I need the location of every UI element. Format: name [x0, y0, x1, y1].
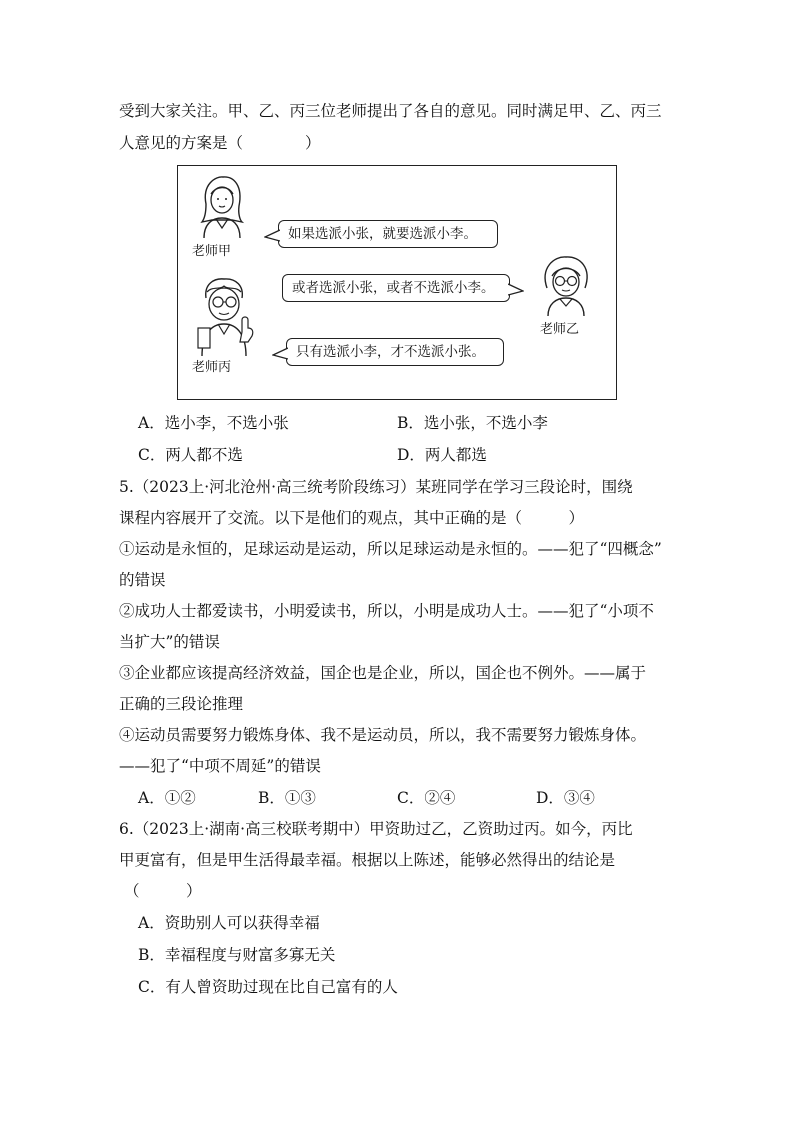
bubble-b-tail [508, 283, 524, 297]
q6-stem-line-2: 甲更富有，但是甲生活得最幸福。根据以上陈述，能够必然得出的结论是 [119, 851, 616, 869]
q6-option-b[interactable]: B．幸福程度与财富多寡无关 [138, 946, 336, 964]
q6-stem-line-1: 6.（2023上·湖南·高三校联考期中）甲资助过乙，乙资助过丙。如今，丙比 [119, 820, 633, 838]
q5-statement-1-line-2: 的错误 [119, 571, 166, 589]
q4-option-c[interactable]: C．两人都不选 [138, 446, 243, 464]
q5-option-a[interactable]: A．①② [138, 789, 196, 807]
bubble-a-tail [264, 229, 280, 243]
q6-stem-line-3: （ ） [124, 882, 202, 900]
q5-option-c[interactable]: C．②④ [397, 789, 456, 807]
teacher-a-label: 老师甲 [192, 244, 232, 259]
teacher-a-avatar [196, 174, 248, 238]
speech-bubble-teacher-b [282, 274, 510, 302]
q5-stem-line-1: 5.（2023上·河北沧州·高三统考阶段练习）某班同学在学习三段论时，围绕 [119, 478, 633, 496]
teacher-b-label: 老师乙 [540, 322, 580, 337]
teacher-c-label: 老师丙 [192, 360, 232, 375]
q5-statement-4-line-1: ④运动员需要努力锻炼身体、我不是运动员，所以，我不需要努力锻炼身体。 [119, 726, 647, 744]
speech-bubble-teacher-a [278, 220, 498, 248]
q4-option-a[interactable]: A．选小李，不选小张 [138, 414, 289, 432]
teacher-c-avatar [194, 276, 256, 356]
teacher-b-avatar [538, 254, 594, 316]
speech-bubble-teacher-a-text: 如果选派小张，就要选派小李。 [288, 226, 477, 242]
q5-stem-line-2: 课程内容展开了交流。以下是他们的观点，其中正确的是（ ） [119, 509, 585, 527]
q5-statement-3-line-2: 正确的三段论推理 [119, 695, 244, 713]
q5-statement-3-line-1: ③企业都应该提高经济效益，国企也是企业，所以，国企也不例外。——属于 [119, 664, 647, 682]
speech-bubble-teacher-c-text: 只有选派小李，才不选派小张。 [296, 344, 485, 360]
bubble-c-tail [272, 347, 288, 361]
q5-statement-2-line-2: 当扩大”的错误 [119, 633, 220, 651]
speech-bubble-teacher-b-text: 或者选派小张，或者不选派小李。 [292, 280, 495, 296]
q4-option-d[interactable]: D．两人都选 [397, 446, 487, 464]
q4-option-b[interactable]: B．选小张，不选小李 [397, 414, 548, 432]
speech-bubble-teacher-c [286, 338, 504, 366]
q4-stem-line-1: 受到大家关注。甲、乙、丙三位老师提出了各自的意见。同时满足甲、乙、丙三 [119, 102, 662, 120]
q5-statement-2-line-1: ②成功人士都爱读书，小明爱读书，所以，小明是成功人士。——犯了“小项不 [119, 602, 654, 620]
q5-option-b[interactable]: B．①③ [258, 789, 316, 807]
q5-option-d[interactable]: D．③④ [536, 789, 595, 807]
q6-option-c[interactable]: C．有人曾资助过现在比自己富有的人 [138, 978, 398, 996]
q6-option-a[interactable]: A．资助别人可以获得幸福 [138, 914, 320, 932]
q4-stem-line-2: 人意见的方案是（ ） [119, 134, 321, 152]
q5-statement-4-line-2: ——犯了“中项不周延”的错误 [119, 757, 321, 775]
q5-statement-1-line-1: ①运动是永恒的，足球运动是运动，所以足球运动是永恒的。——犯了“四概念” [119, 540, 662, 558]
q4-dialogue-figure [177, 165, 617, 400]
